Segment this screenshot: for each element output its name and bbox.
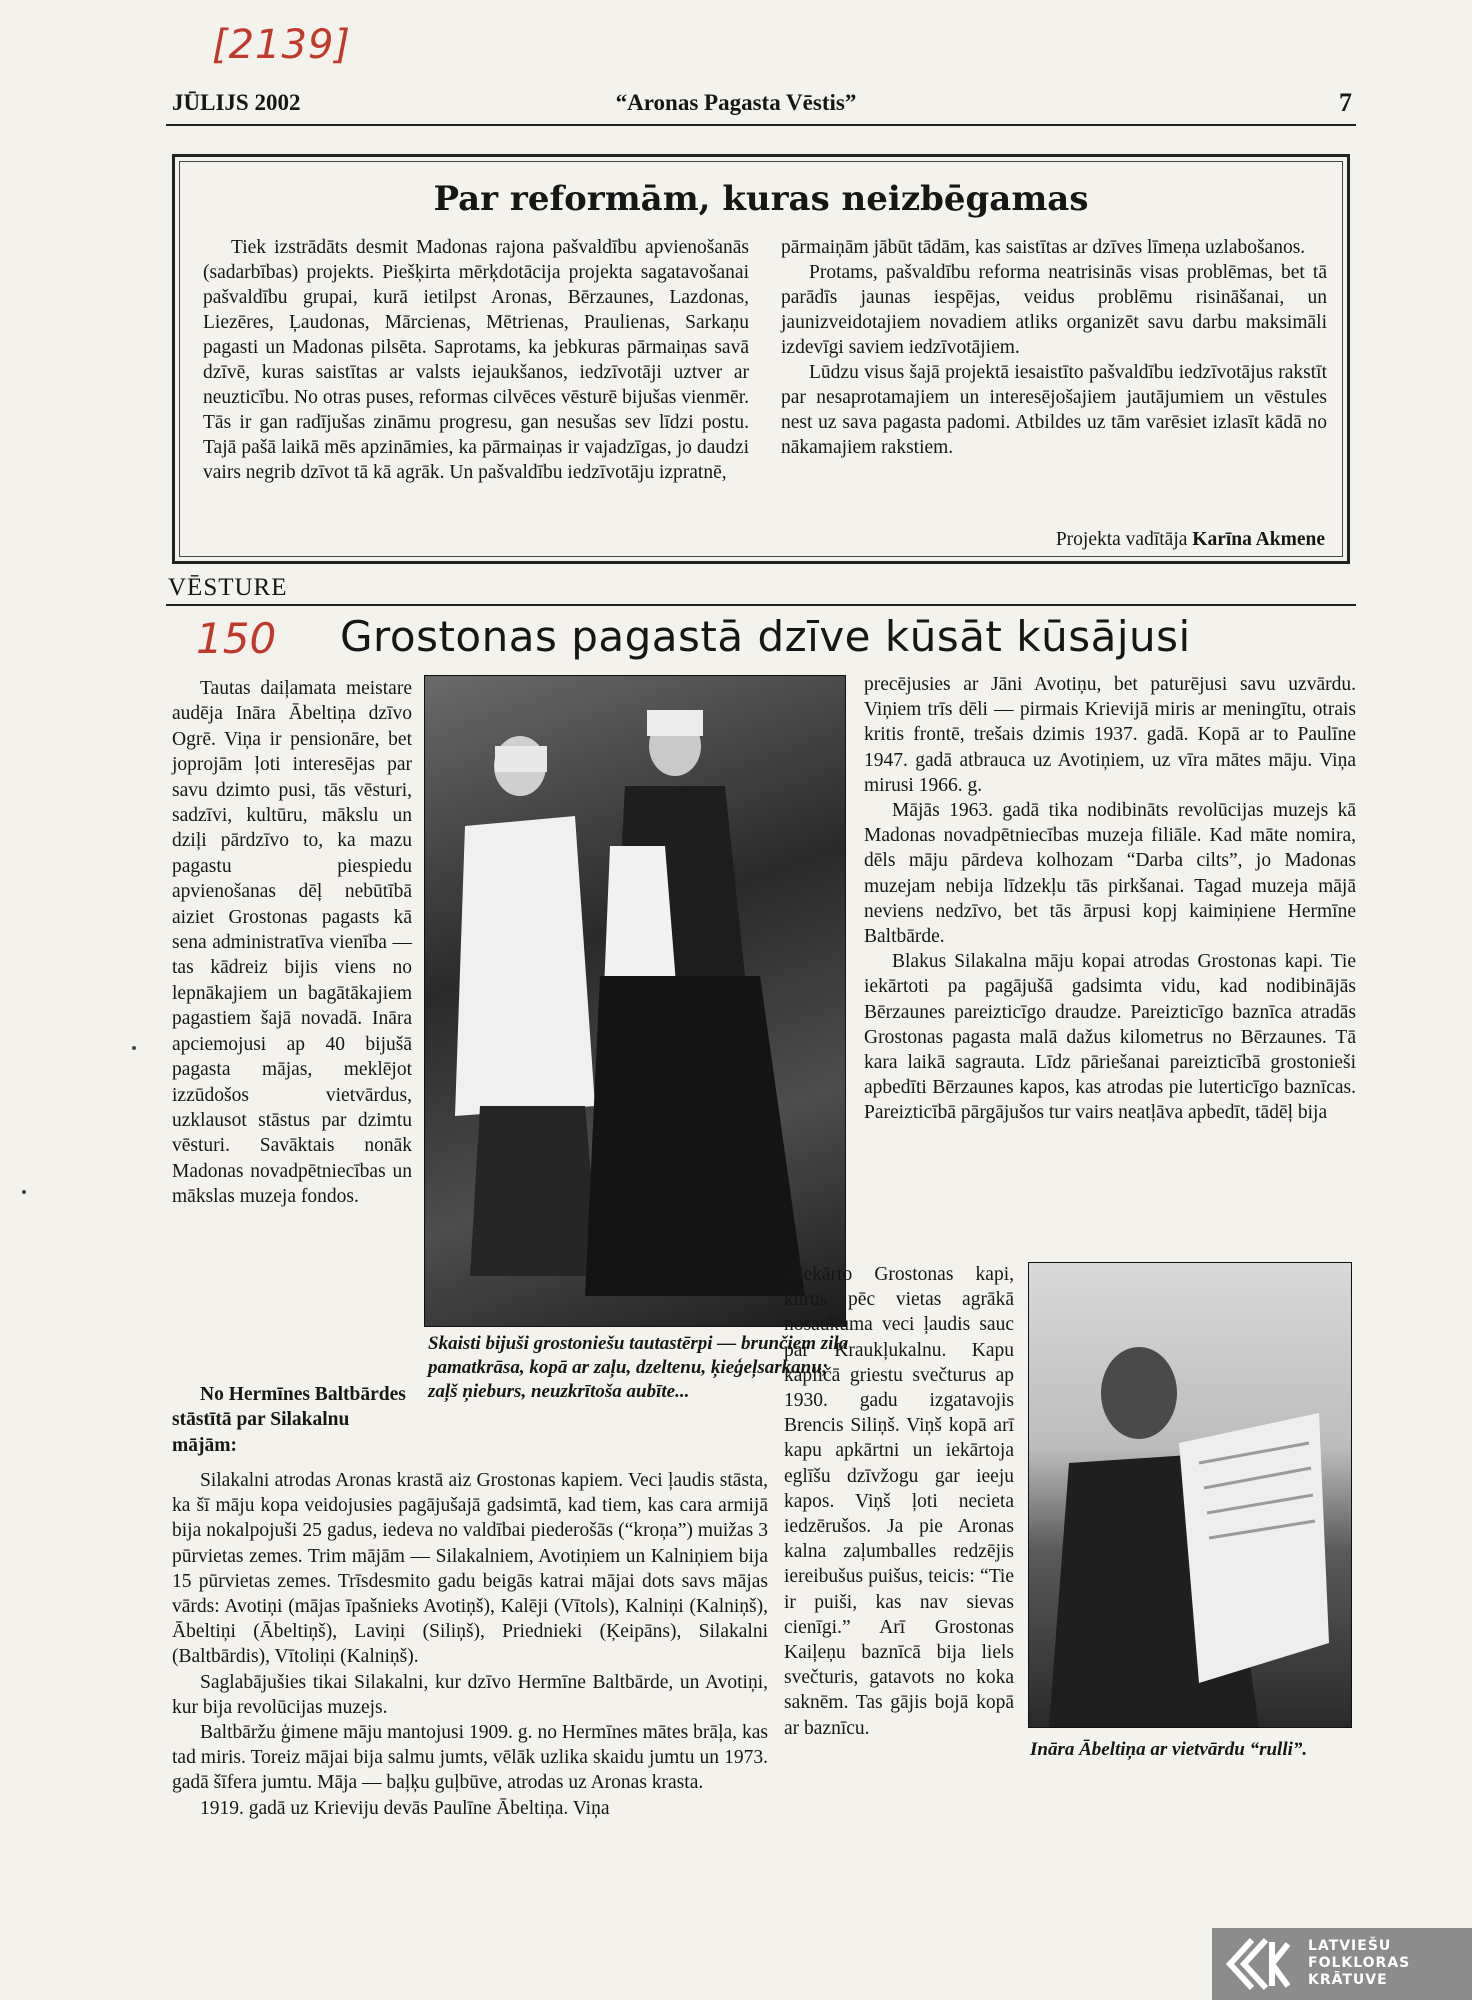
page-number: 7 <box>1339 88 1352 117</box>
logo-line: KRĀTUVE <box>1308 1972 1388 1988</box>
reform-signature <box>1056 529 1325 551</box>
reform-paragraph: Tiek izstrādāts desmit Madonas rajona pašvaldību apvienošanās (sadarbības) projekts. Piešķirta mērķdotācija projekta sagatavošanai pašvaldību grupai, kurā ietilpst Aronas, Bērzaunes, Lazdonas, Liezēres, Ļaudonas, Mārcienas, Mētrienas, Praulienas, Sarkaņu pagasti un Madonas pilsēta. Saprotams, ka jebkuras pārmaiņas savā dzīvē, kuras saistītas ar valsts iejaukšanos, iedzīvotāji uztver ar neuzticību. No otras puses, reformas cilvēces vēsturē bijušas vienmēr. Tās ir gan radījušas zināmu progresu, gan nesušas sev līdzi postu. Tajā pašā laikā mēs apzināmies, ka pārmaiņas ir vajadzīgas, jo daudzi vairs negrib dzīvot tā kā agrāk. Un pašvaldību iedzīvotāju izpratnē, <box>203 237 749 483</box>
article-paragraph: Mājās 1963. gadā tika nodibināts revolūcijas muzejs kā Madonas novadpētniecības muzeja filiāle. Kad māte nomira, dēls māju pārdeva kolhozam “Darba cilts”, jo Madonas muzejam nebija līdzekļu tās pirkšanai. Tagad muzeja mājā neviens nedzīvo, bet tās ārpusi kopj kaimiņiene Hermīne Baltbārde. <box>864 800 1356 948</box>
logo-line: FOLKLORAS <box>1308 1955 1411 1971</box>
article-column-1 <box>172 676 412 1210</box>
logo-line: LATVIEŠU <box>1308 1938 1392 1954</box>
reform-paragraph: Lūdzu visus šajā projektā iesaistīto pašvaldību iedzīvotājus rakstīt par nesaprotamajiem un interesējošajiem jautājumiem un vēstules nest uz sava pagasta padomi. Atbildes uz tām varēsiet izlasīt kādā no nākamajiem rakstiem. <box>781 362 1327 458</box>
article-subheading: No Hermīnes Baltbārdes stāstītā par Silakalnu mājām: <box>172 1384 406 1456</box>
reform-paragraph: Protams, pašvaldību reforma neatrisinās visas problēmas, bet tā parādīs jaunas iespējas, veidus problēmu risināšanai, un jaunizveidotajiem novadiem atliks organizēt savu darbu maksimāli izdevīgi saviem iedzīvotājiem. <box>781 262 1327 358</box>
header-rule <box>166 124 1356 126</box>
logo-text <box>1308 1938 1410 1989</box>
article-title: Grostonas pagastā dzīve kūsāt kūsājusi <box>340 612 1191 661</box>
photo2-caption: Ināra Ābeltiņa ar vietvārdu “rulli”. <box>1030 1739 1308 1760</box>
article-paragraph: Blakus Silakalna māju kopai atrodas Grostonas kapi. Tie iekārtoti pa pagājušā gadsimta vidu, kad nodibinājās Bērzaunes pareizticīgo draudze. Pareizticīgo baznīca atradās Grostonas pagasta malā dažus kilometrus no Bērzaunes. Tā kara laikā sagrauta. Līdz pāriešanai pareizticībā grostonieši apbedīti Bērzaunes kapos, kas atrodas pie luterticīgo baznīcas. Pareizticībā pārgājušos tur vairs neatļāva apbedīt, tādēļ bija <box>864 951 1356 1124</box>
article-paragraph: Baltbāržu ģimene māju mantojusi 1909. g. no Hermīnes mātes brāļa, kas tad miris. Toreiz mājai bija salmu jumts, vēlāk uzlika skaidu jumtu un 1973. gadā šīfera jumtu. Māja — baļķu guļbūve, atrodas uz Aronas krasta. <box>172 1722 768 1794</box>
handwritten-page-number: 150 <box>196 614 277 663</box>
photo-scroll-illustration <box>1029 1263 1351 1727</box>
article-column-wide <box>172 1468 768 1821</box>
photo1-caption: Skaisti bijuši grostoniešu tautastērpi — brunčiem zila pamatkrāsa, kopā ar zaļu, dzeltenu, ķieģeļsarkanu; zaļš ņieburs, neuzkrītoša aubīte... <box>428 1333 849 1402</box>
lfk-mark-icon <box>1222 1936 1292 1992</box>
reform-column-2 <box>781 235 1327 460</box>
reform-column-1 <box>203 235 749 485</box>
scan-speck <box>22 1190 26 1194</box>
photo-women-illustration <box>425 676 845 1326</box>
issue-date: JŪLIJS 2002 <box>172 90 301 115</box>
section-label: VĒSTURE <box>168 574 288 601</box>
article-paragraph: Saglabājušies tikai Silakalni, kur dzīvo Hermīne Baltbārde, un Avotiņi, kur bija revolūcijas muzejs. <box>172 1671 768 1718</box>
signature-role: Projekta vadītāja <box>1055 529 1188 550</box>
newspaper-name: “Aronas Pagasta Vēstis” <box>615 90 857 115</box>
archive-number-annotation: [ 2139 ] <box>212 22 351 68</box>
reform-paragraph: pārmaiņām jābūt tādām, kas saistītas ar dzīves līmeņa uzlabošanos. <box>781 237 1306 258</box>
signature-name: Karīna Akmene <box>1192 529 1325 550</box>
article-column-2-narrow: jāiekārto Grostonas kapi, kurus pēc vietas agrākā nosaukuma veci ļaudis sauc par Kraukļukalnu. Kapu kapličā griestu svečturus ap 1930. gadu izgatavojis Brencis Siliņš. Viņš kopā arī kapu apkārtni un iekārtoja eglīšu dzīvžogu gar ieeju kapos. Viņš ļoti necieta iedzērušos. Ja pie Aronas kalna zaļumballes redzējis iereibušus puišus, teicis: “Tie ir puiši, kas nav sievas cienīgi.” Arī Grostonas Kaiļeņu baznīcā bija liels svečturis, gatavots no koka saknēm. Tas gājis bojā kopā ar baznīcu. <box>784 1264 1014 1739</box>
article-paragraph: precējusies ar Jāni Avotiņu, bet paturējusi savu uzvārdu. Viņiem trīs dēli — pirmais Krievijā miris ar meningītu, otrais kritis frontē, trešais dzimis 1937. gadā. Kopā ar to Paulīne 1947. gadā atbrauca uz Avotiņiem, uz vīra mātes māju. Viņa mirusi 1966. g. <box>864 674 1356 796</box>
article-paragraph: Tautas daiļamata meistare audēja Ināra Ābeltiņa dzīvo Ogrē. Viņa ir pensionāre, bet joprojām ļoti interesējas par savu dzimto pusi, tās vēsturi, sadzīvi, kultūru, mākslu un dziļi pārdzīvo to, ka mazu pagastu piespiedu apvienošanas dēļ nebūtībā aiziet Grostonas pagasts kā sena administratīva vienība — tas kādreiz bijis viens no lepnākajiem un bagātākajiem pagastiem šajā novadā. Ināra apciemojusi ap 40 bijušā pagasta mājas, meklējot izzūdošos vietvārdus, uzklausot stāstus par dzimtu vēsturi. Savāktais nonāk Madonas novadpētniecības un mākslas muzeja fondos. <box>172 678 412 1208</box>
article-column-2 <box>864 672 1356 1126</box>
reform-article-title: Par reformām, kuras neizbēgamas <box>433 179 1089 219</box>
scan-speck <box>132 1046 136 1050</box>
photo-inara-with-scroll <box>1028 1262 1352 1728</box>
section-rule <box>166 604 1356 606</box>
article-paragraph: Silakalni atrodas Aronas krastā aiz Grostonas kapiem. Veci ļaudis stāsta, ka šī māju kopa veidojusies pagājušajā gadsimtā, kad tiem, kas cara armijā bija nokalpojuši 25 gadus, iedeva no valdībai piederošās (“kroņa”) muižas 3 pūrvietas zemes. Trim mājām — Silakalniem, Avotiņiem un Kalniņiem bija 15 pūrvietas zemes. Trīsdesmito gadu beigās katrai mājai dots savs mājas vārds: Avotiņi (mājas īpašnieks Avotiņš), Kalēji (Vītols), Kalniņi (Kalniņš), Ābeltiņi (Ābeltiņš), Laviņi (Siliņš), Priednieki (Ķeipāns), Silakalni (Baltbārdis), Vītoliņi (Kalniņš). <box>172 1470 768 1668</box>
article-paragraph: 1919. gadā uz Krieviju devās Paulīne Ābeltiņa. Viņa <box>200 1797 610 1819</box>
reform-article-box <box>172 154 1350 564</box>
photo-women-in-folk-costumes <box>424 675 846 1327</box>
folklore-archive-logo <box>1212 1928 1472 2000</box>
